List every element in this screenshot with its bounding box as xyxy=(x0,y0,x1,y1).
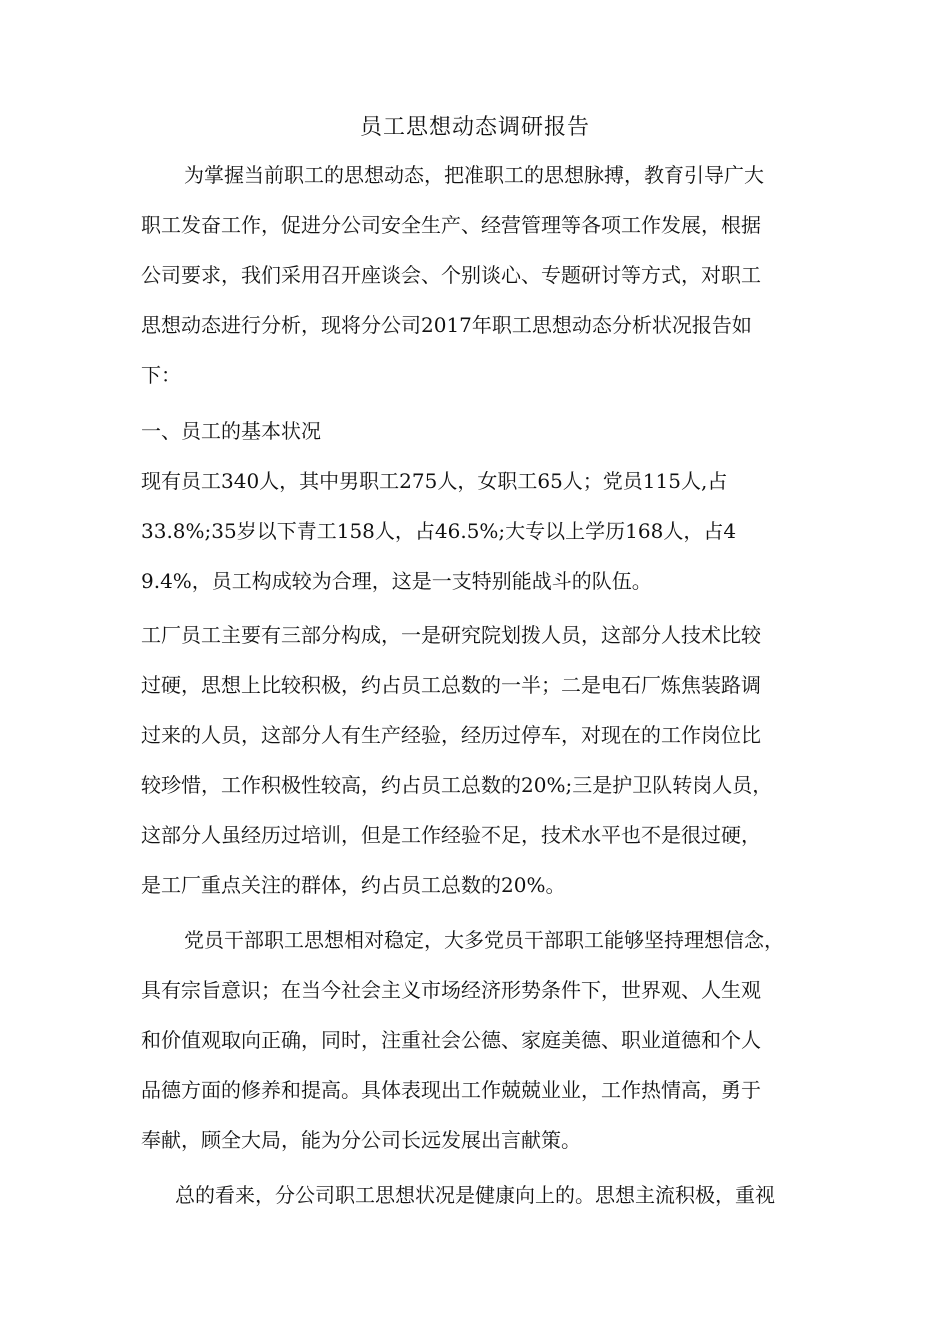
paragraph-line: 过硬，思想上比较积极，约占员工总数的一半；二是电石厂炼焦装路调 xyxy=(141,673,761,697)
document-title: 员工思想动态调研报告 xyxy=(359,115,590,140)
paragraph-line: 公司要求，我们采用召开座谈会、个别谈心、专题研讨等方式，对职工 xyxy=(141,263,761,287)
paragraph-line: 为掌握当前职工的思想动态，把准职工的思想脉搏，教育引导广大 xyxy=(184,163,764,187)
paragraph-line: 33.8%;35岁以下青工158人，占46.5%;大专以上学历168人，占4 xyxy=(141,519,737,543)
paragraph-line: 较珍惜，工作积极性较高，约占员工总数的20%;三是护卫队转岗人员， xyxy=(141,773,773,797)
paragraph-line: 现有员工340人，其中男职工275人，女职工65人；党员115人,占 xyxy=(141,469,728,493)
paragraph-line: 思想动态进行分析，现将分公司2017年职工思想动态分析状况报告如 xyxy=(141,313,752,337)
paragraph-line: 奉献，顾全大局，能为分公司长远发展出言献策。 xyxy=(141,1128,581,1152)
paragraph-line: 和价值观取向正确，同时，注重社会公德、家庭美德、职业道德和个人 xyxy=(141,1028,761,1052)
paragraph-line: 9.4%，员工构成较为合理，这是一支特别能战斗的队伍。 xyxy=(141,569,652,593)
paragraph-line: 总的看来，分公司职工思想状况是健康向上的。思想主流积极，重视 xyxy=(175,1183,775,1207)
paragraph-line: 过来的人员，这部分人有生产经验，经历过停车，对现在的工作岗位比 xyxy=(141,723,761,747)
paragraph-line: 党员干部职工思想相对稳定，大多党员干部职工能够坚持理想信念， xyxy=(184,928,784,952)
section-heading: 一、员工的基本状况 xyxy=(141,419,321,443)
paragraph-line: 工厂员工主要有三部分构成，一是研究院划拨人员，这部分人技术比较 xyxy=(141,623,761,647)
paragraph-line: 具有宗旨意识；在当今社会主义市场经济形势条件下，世界观、人生观 xyxy=(141,978,761,1002)
paragraph-line: 职工发奋工作，促进分公司安全生产、经营管理等各项工作发展，根据 xyxy=(141,213,761,237)
paragraph-line: 品德方面的修养和提高。具体表现出工作兢兢业业，工作热情高，勇于 xyxy=(141,1078,761,1102)
paragraph-line: 下： xyxy=(141,363,181,387)
paragraph-line: 这部分人虽经历过培训，但是工作经验不足，技术水平也不是很过硬， xyxy=(141,823,761,847)
paragraph-line: 是工厂重点关注的群体，约占员工总数的20%。 xyxy=(141,873,566,897)
